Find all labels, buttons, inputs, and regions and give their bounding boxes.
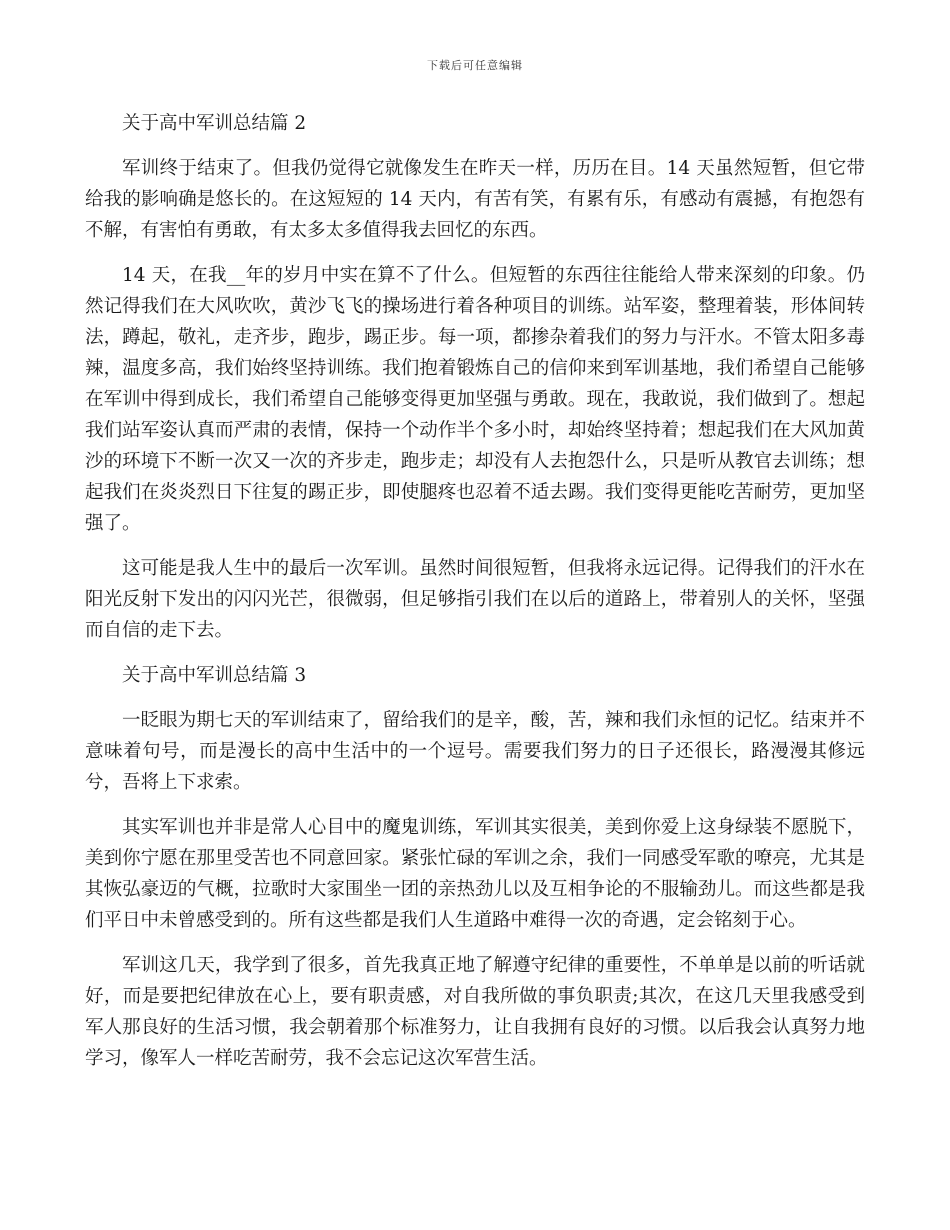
- paragraph: 14 天，在我__年的岁月中实在算不了什么。但短暂的东西往往能给人带来深刻的印象。仍然记得我们在大风吹吹，黄沙飞飞的操场进行着各种项目的训练。站军姿，整理着装，形体间转法，蹲起，敬礼，走齐步，跑步，踢正步。每一项，都掺杂着我们的努力与汗水。不管太阳多毒辣，温度多高，我们始终坚持训练。我们抱着锻炼自己的信仰来到军训基地，我们希望自己能够在军训中得到成长，我们希望自己能够变得更加坚强与勇敢。现在，我敢说，我们做到了。想起我们站军姿认真而严肃的表情，保持一个动作半个多小时，却始终坚持着；想起我们在大风加黄沙的环境下不断一次又一次的齐步走，跑步走；却没有人去抱怨什么，只是听从教官去训练；想起我们在炎炎烈日下往复的踢正步，即使腿疼也忍着不适去踢。我们变得更能吃苦耐劳，更加坚强了。: [85, 265, 865, 534]
- paragraph: 这可能是我人生中的最后一次军训。虽然时间很短暂，但我将永远记得。记得我们的汗水在阳光反射下发出的闪闪光芒，很微弱，但足够指引我们在以后的道路上，带着别人的关怀，坚强而自信的走下去。: [85, 558, 865, 641]
- section-title: 关于高中军训总结篇 2: [122, 113, 307, 134]
- section-3: [85, 660, 865, 1074]
- section-2: [85, 108, 865, 646]
- document-content: [85, 108, 865, 1088]
- paragraph: 军训终于结束了。但我仍觉得它就像发生在昨天一样，历历在目。14 天虽然短暂，但它带给我的影响确是悠长的。在这短短的 14 天内，有苦有笑，有累有乐，有感动有震撼，有抱怨有不解，有害怕有勇敢，有太多太多值得我去回忆的东西。: [85, 158, 865, 241]
- paragraph: 一眨眼为期七天的军训结束了，留给我们的是辛，酸，苦，辣和我们永恒的记忆。结束并不意味着句号，而是漫长的高中生活中的一个逗号。需要我们努力的日子还很长，路漫漫其修远兮，吾将上下求索。: [85, 710, 865, 793]
- paragraph: 军训这几天，我学到了很多，首先我真正地了解遵守纪律的重要性，不单单是以前的听话就好，而是要把纪律放在心上，要有职责感，对自我所做的事负职责;其次，在这几天里我感受到军人那良好的生活习惯，我会朝着那个标准努力，让自我拥有良好的习惯。以后我会认真努力地学习，像军人一样吃苦耐劳，我不会忘记这次军营生活。: [85, 955, 865, 1069]
- header-note: 下载后可任意编辑: [427, 59, 523, 72]
- paragraph: 其实军训也并非是常人心目中的魔鬼训练，军训其实很美，美到你爱上这身绿装不愿脱下，美到你宁愿在那里受苦也不同意回家。紧张忙碌的军训之余，我们一同感受军歌的嘹亮，尤其是其恢弘豪迈的气概，拉歌时大家围坐一团的亲热劲儿以及互相争论的不服输劲儿。而这些都是我们平日中未曾感受到的。所有这些都是我们人生道路中难得一次的奇遇，定会铭刻于心。: [85, 817, 865, 931]
- section-title: 关于高中军训总结篇 3: [122, 665, 307, 686]
